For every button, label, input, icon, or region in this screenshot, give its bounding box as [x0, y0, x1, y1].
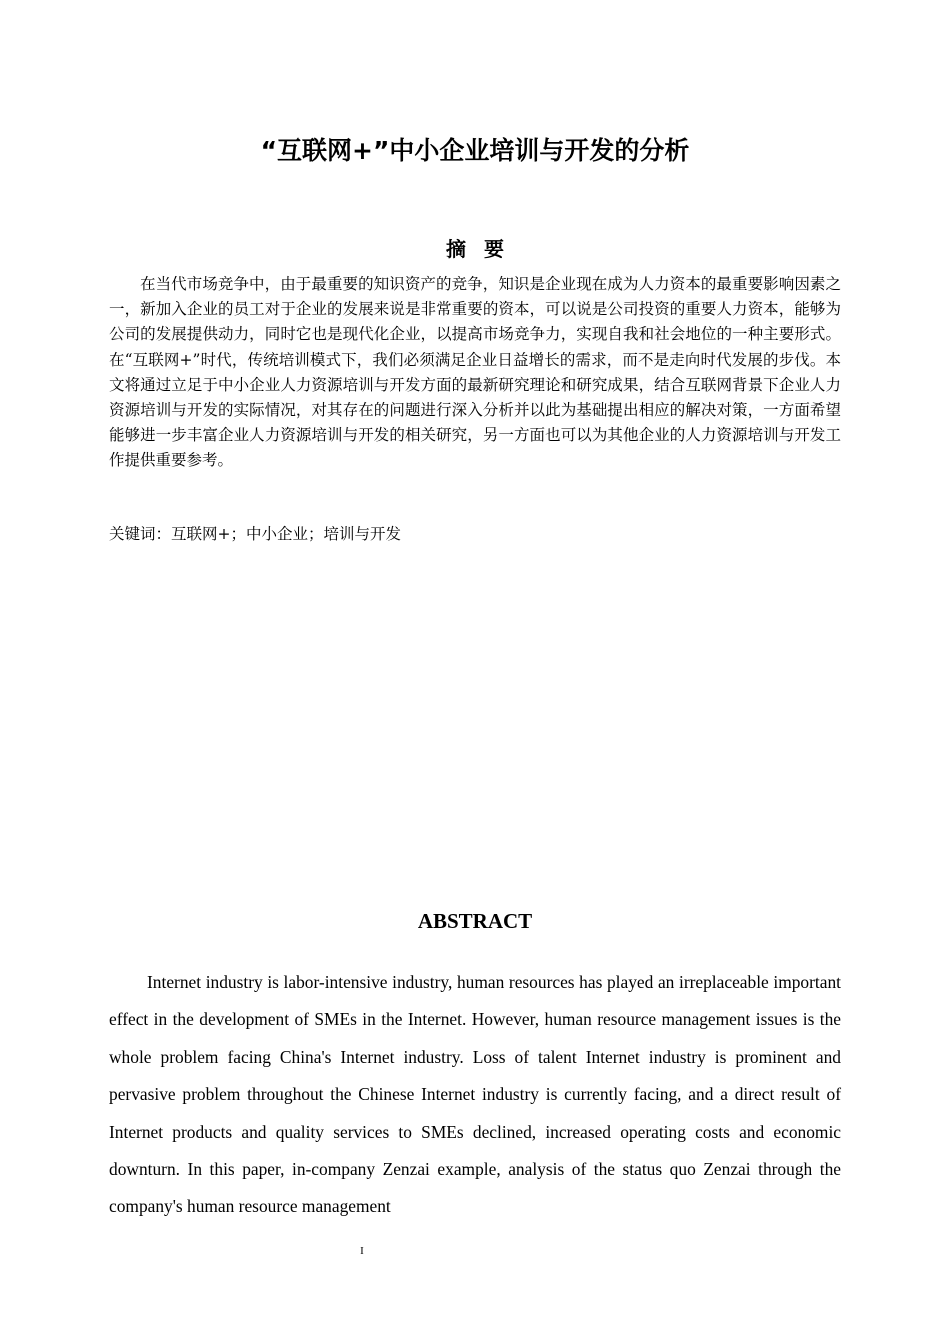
- english-abstract-heading: ABSTRACT: [417, 909, 533, 933]
- document-title: “互联网+”中小企业培训与开发的分析: [260, 136, 690, 165]
- abstract-heading: 摘要: [446, 237, 522, 261]
- keywords-label: 关键词：: [109, 525, 172, 543]
- abstract-body: 在当代市场竞争中，由于最重要的知识资产的竞争，知识是企业现在成为人力资本的最重要影响因素之一，新加入企业的员工对于企业的发展来说是非常重要的资本，可以说是公司投资的重要人力资本，能够为公司的发展提供动力，同时它也是现代化企业，以提高市场竞争力，实现自我和社会地位的一种主要形式。 在“互联网+”时代，传统培训模式下，我们必须满足企业日益增长的需求，而不是走向时代发展的步伐。本文将通过立足于中小企业人力资源培训与开发方面的最新研究理论和研究成果，结合互联网背景下企业人力资源培训与开发的实际情况，对其存在的问题进行深入分析并以此为基础提出相应的解决对策，一方面希望能够进一步丰富企业人力资源培训与开发的相关研究，另一方面也可以为其他企业的人力资源培训与开发工作提供重要参考。: [109, 275, 841, 470]
- keywords-value: 互联网+；中小企业；培训与开发: [171, 525, 402, 543]
- english-abstract-body: Internet industry is labor-intensive industry, human resources has played an irreplaceable important effect in the development of SMEs in the Internet. However, human resource management issues is the whole problem facing China's Internet industry. Loss of talent Internet industry is prominent and pervasive problem throughout the Chinese Internet industry is currently facing, and a direct result of Internet products and quality services to SMEs declined, increased operating costs and economic downturn. In this paper, in-company Zenzai example, analysis of the status quo Zenzai through the company's human resource management: [109, 972, 841, 1217]
- keywords-line: [109, 521, 841, 548]
- page-number: I: [360, 1245, 364, 1257]
